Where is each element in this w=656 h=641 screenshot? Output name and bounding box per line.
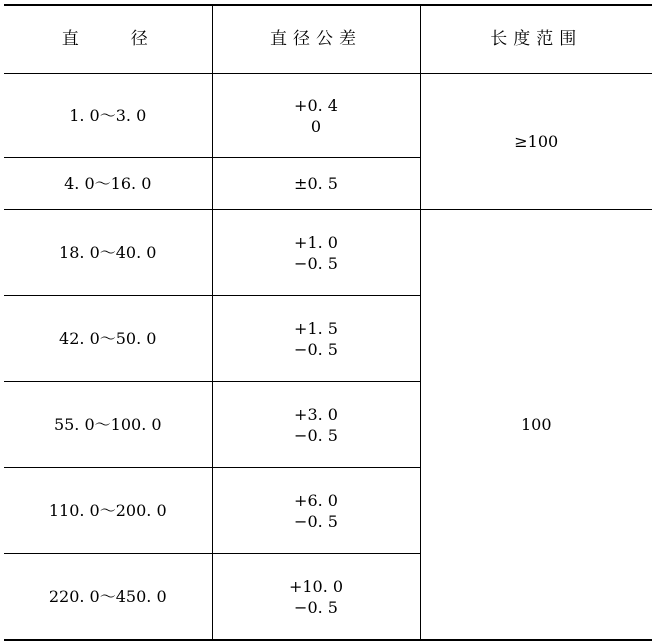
diameter-cell: 55. 0～100. 0: [4, 382, 212, 468]
diameter-cell: 4. 0～16. 0: [4, 158, 212, 210]
tolerance-lower: −0. 5: [294, 253, 338, 273]
header-row: [4, 5, 652, 74]
tolerance-cell: [212, 554, 420, 641]
header-length-range: 长度范围: [420, 5, 652, 74]
header-diameter-tolerance: 直径公差: [212, 5, 420, 74]
diameter-cell: 42. 0～50. 0: [4, 296, 212, 382]
tolerance-upper: +1. 5: [294, 318, 338, 338]
tolerance-lower: −0. 5: [294, 339, 338, 359]
tolerance-cell: [212, 468, 420, 554]
diameter-tolerance-table: [4, 4, 652, 641]
tolerance-lower: −0. 5: [294, 597, 338, 617]
tolerance-upper: +3. 0: [294, 404, 338, 424]
table-row: [4, 74, 652, 158]
length-range-cell: ≥100: [420, 74, 652, 210]
length-range-cell: 100: [420, 210, 652, 641]
tolerance-cell: [212, 210, 420, 296]
diameter-cell: 18. 0～40. 0: [4, 210, 212, 296]
tolerance-upper: +6. 0: [294, 490, 338, 510]
tolerance-upper: +1. 0: [294, 232, 338, 252]
diameter-cell: 1. 0～3. 0: [4, 74, 212, 158]
tolerance-upper: +0. 4: [294, 95, 338, 115]
diameter-cell: 220. 0～450. 0: [4, 554, 212, 641]
diameter-cell: 110. 0～200. 0: [4, 468, 212, 554]
tolerance-lower: −0. 5: [294, 511, 338, 531]
table-row: [4, 210, 652, 296]
tolerance-cell: [212, 74, 420, 158]
tolerance-upper: +10. 0: [288, 576, 344, 596]
tolerance-cell: ±0. 5: [212, 158, 420, 210]
tolerance-cell: [212, 382, 420, 468]
header-diameter: 直 径: [4, 5, 212, 74]
tolerance-cell: [212, 296, 420, 382]
tolerance-lower: 0: [310, 116, 322, 136]
tolerance-lower: −0. 5: [294, 425, 338, 445]
